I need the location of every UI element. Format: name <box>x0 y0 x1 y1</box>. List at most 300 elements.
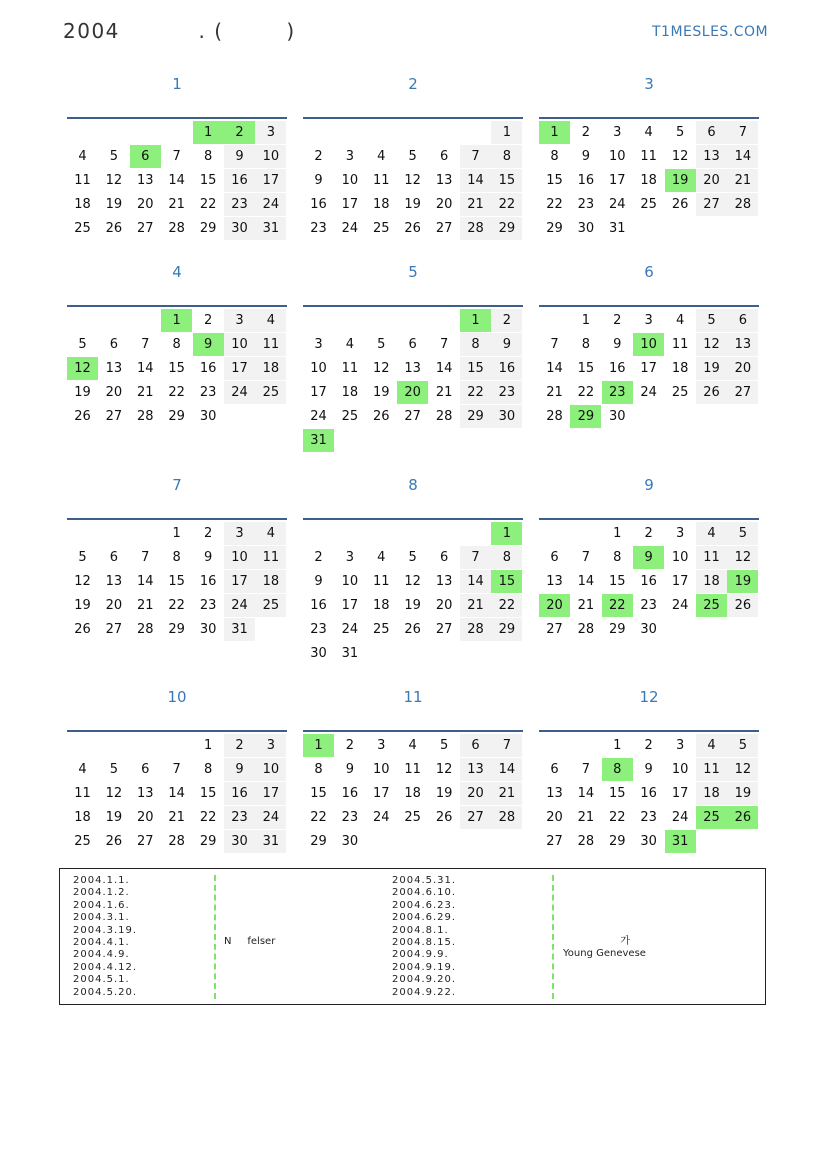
day-cell: 26 <box>105 221 123 236</box>
holiday-date: 2004.4.1. <box>73 937 130 949</box>
day-cell: 4 <box>255 522 286 545</box>
day-cell: 17 <box>341 598 359 613</box>
day-cell: 16 <box>640 786 657 801</box>
day-cell: 20 <box>546 810 563 825</box>
day-cell: 13 <box>727 333 758 356</box>
day-cell: 1 <box>613 738 622 753</box>
day-cell: 23 <box>310 221 327 236</box>
day-cell: 9 <box>314 173 323 188</box>
holiday-dates-left <box>73 875 137 999</box>
day-cell: 19 <box>373 385 390 400</box>
day-cell: 7 <box>460 546 491 569</box>
day-cell: 7 <box>581 762 591 777</box>
day-cell: 27 <box>404 409 421 424</box>
day-cell: 28 <box>546 409 563 424</box>
day-cell: 7 <box>460 145 491 168</box>
day-cell: 25 <box>696 594 727 617</box>
day-cell: 3 <box>675 738 685 753</box>
day-cell: 8 <box>203 149 213 164</box>
day-cell: 13 <box>435 574 453 589</box>
day-cell: 8 <box>172 337 181 352</box>
day-cell: 6 <box>550 762 559 777</box>
day-cell: 10 <box>671 550 689 565</box>
day-cell: 17 <box>671 786 689 801</box>
day-cell: 16 <box>341 786 359 801</box>
day-cell: 7 <box>172 149 181 164</box>
holiday-date: 2004.3.1. <box>73 912 130 924</box>
day-cell: 3 <box>255 121 286 144</box>
day-cell: 19 <box>404 598 421 613</box>
day-cell: 3 <box>613 125 622 140</box>
day-cell: 23 <box>341 810 359 825</box>
month-grid <box>303 730 523 849</box>
day-cell: 29 <box>199 834 217 849</box>
day-cell: 26 <box>74 622 91 637</box>
day-cell: 11 <box>640 149 657 164</box>
separator-right <box>552 875 554 999</box>
holiday-date: 2004.9.19. <box>392 961 457 973</box>
day-cell: 3 <box>255 734 286 757</box>
day-cell: 17 <box>310 385 327 400</box>
month-title: 11 <box>403 688 423 706</box>
day-cell: 3 <box>377 738 386 753</box>
day-cell: 29 <box>609 834 626 849</box>
day-cell: 23 <box>640 598 657 613</box>
day-cell: 7 <box>141 337 150 352</box>
day-cell: 5 <box>78 550 87 565</box>
day-cell: 18 <box>74 810 91 825</box>
month-grid <box>303 518 523 661</box>
day-cell: 1 <box>613 526 622 541</box>
month-grid <box>539 730 759 849</box>
month-title: 6 <box>644 263 654 281</box>
day-cell: 10 <box>224 546 255 569</box>
day-cell: 1 <box>172 526 181 541</box>
month-grid <box>539 305 759 424</box>
day-cell: 15 <box>609 574 626 589</box>
day-cell: 22 <box>491 193 522 216</box>
day-cell: 27 <box>696 193 727 216</box>
day-cell: 12 <box>671 149 689 164</box>
day-cell: 1 <box>491 522 522 545</box>
day-cell: 21 <box>491 782 522 805</box>
day-cell: 26 <box>727 594 758 617</box>
day-cell: 11 <box>671 337 689 352</box>
day-cell: 2 <box>203 526 213 541</box>
day-cell: 16 <box>640 574 657 589</box>
day-cell: 2 <box>224 121 255 144</box>
day-cell: 28 <box>577 834 595 849</box>
day-cell: 9 <box>644 762 653 777</box>
day-cell: 25 <box>74 221 91 236</box>
day-cell: 2 <box>613 313 622 328</box>
day-cell: 6 <box>727 309 758 332</box>
day-cell: 11 <box>696 546 727 569</box>
day-cell: 26 <box>696 381 727 404</box>
day-cell: 1 <box>539 121 570 144</box>
day-cell: 28 <box>491 806 522 829</box>
day-cell: 21 <box>435 385 453 400</box>
day-cell: 22 <box>199 810 217 825</box>
day-cell: 13 <box>435 173 453 188</box>
day-cell: 18 <box>255 570 286 593</box>
day-cell: 26 <box>404 622 421 637</box>
day-cell: 27 <box>137 221 154 236</box>
day-cell: 25 <box>640 197 657 212</box>
day-cell: 25 <box>696 806 727 829</box>
day-cell: 30 <box>491 405 522 428</box>
day-cell: 17 <box>671 574 689 589</box>
day-cell: 26 <box>435 810 453 825</box>
day-cell: 24 <box>224 381 255 404</box>
day-cell: 16 <box>199 574 217 589</box>
day-cell: 8 <box>172 550 181 565</box>
month-grid <box>303 117 523 236</box>
day-cell: 3 <box>675 526 685 541</box>
day-cell: 12 <box>404 574 421 589</box>
day-cell: 17 <box>255 782 286 805</box>
day-cell: 16 <box>199 361 217 376</box>
day-cell: 5 <box>408 149 417 164</box>
day-cell: 12 <box>435 762 453 777</box>
holiday-date: 2004.6.23. <box>392 899 457 911</box>
holiday-date: 2004.1.6. <box>73 899 130 911</box>
day-cell: 12 <box>105 173 123 188</box>
holiday-date: 2004.5.1. <box>73 974 130 986</box>
day-cell: 30 <box>199 409 217 424</box>
day-cell: 24 <box>341 221 359 236</box>
holiday-names-left: N felser <box>224 936 276 947</box>
day-cell: 2 <box>491 309 522 332</box>
day-cell: 17 <box>341 197 359 212</box>
day-cell: 25 <box>373 622 390 637</box>
day-cell: 26 <box>727 806 758 829</box>
day-cell: 27 <box>105 409 123 424</box>
day-cell: 15 <box>310 786 327 801</box>
month-title: 3 <box>644 75 654 93</box>
day-cell: 28 <box>137 622 154 637</box>
day-cell: 10 <box>255 758 286 781</box>
day-cell: 14 <box>460 169 491 192</box>
day-cell: 15 <box>491 570 522 593</box>
holiday-dates-right <box>392 875 456 999</box>
day-cell: 30 <box>577 221 595 236</box>
day-cell: 29 <box>168 622 185 637</box>
page-title: 2004 . ( ) <box>63 19 296 43</box>
day-cell: 24 <box>255 806 286 829</box>
day-cell: 19 <box>105 197 123 212</box>
day-cell: 25 <box>255 381 286 404</box>
day-cell: 11 <box>341 361 359 376</box>
day-cell: 2 <box>644 738 653 753</box>
day-cell: 31 <box>341 646 359 661</box>
day-cell: 4 <box>644 125 653 140</box>
holiday-date: 2004.5.20. <box>73 986 138 998</box>
day-cell: 30 <box>224 830 255 853</box>
holiday-date: 2004.6.29. <box>392 912 457 924</box>
day-cell: 13 <box>546 574 563 589</box>
day-cell: 16 <box>310 197 327 212</box>
day-cell: 25 <box>404 810 421 825</box>
day-cell: 28 <box>727 193 758 216</box>
day-cell: 10 <box>633 333 664 356</box>
day-cell: 2 <box>644 526 653 541</box>
day-cell: 22 <box>168 385 185 400</box>
day-cell: 22 <box>602 594 633 617</box>
day-cell: 8 <box>613 550 622 565</box>
day-cell: 27 <box>546 622 563 637</box>
day-cell: 6 <box>109 337 119 352</box>
day-cell: 14 <box>168 173 185 188</box>
day-cell: 9 <box>581 149 591 164</box>
day-cell: 15 <box>577 361 595 376</box>
day-cell: 18 <box>404 786 421 801</box>
day-cell: 26 <box>74 409 91 424</box>
day-cell: 19 <box>727 570 758 593</box>
day-cell: 22 <box>460 381 491 404</box>
day-cell: 5 <box>377 337 386 352</box>
day-cell: 15 <box>460 357 491 380</box>
holiday-date: 2004.9.20. <box>392 974 457 986</box>
day-cell: 4 <box>345 337 355 352</box>
day-cell: 2 <box>224 734 255 757</box>
day-cell: 27 <box>546 834 563 849</box>
month-title: 9 <box>644 476 654 494</box>
day-cell: 24 <box>310 409 327 424</box>
day-cell: 12 <box>373 361 390 376</box>
day-cell: 12 <box>696 333 727 356</box>
month-grid <box>539 518 759 637</box>
day-cell: 10 <box>255 145 286 168</box>
day-cell: 6 <box>439 550 449 565</box>
month-title: 8 <box>408 476 418 494</box>
day-cell: 15 <box>199 173 217 188</box>
day-cell: 20 <box>137 197 154 212</box>
day-cell: 5 <box>78 337 87 352</box>
day-cell: 18 <box>341 385 359 400</box>
holiday-date: 2004.9.22. <box>392 986 457 998</box>
day-cell: 13 <box>404 361 421 376</box>
holiday-date: 2004.6.10. <box>392 887 457 899</box>
day-cell: 11 <box>696 758 727 781</box>
day-cell: 14 <box>491 758 522 781</box>
day-cell: 23 <box>199 598 217 613</box>
day-cell: 23 <box>224 193 255 216</box>
day-cell: 27 <box>435 622 453 637</box>
day-cell: 16 <box>310 598 327 613</box>
day-cell: 10 <box>671 762 689 777</box>
day-cell: 11 <box>74 173 91 188</box>
day-cell: 22 <box>577 385 595 400</box>
day-cell: 7 <box>141 550 150 565</box>
day-cell: 8 <box>314 762 323 777</box>
day-cell: 8 <box>460 333 491 356</box>
day-cell: 17 <box>640 361 657 376</box>
holiday-date: 2004.4.12. <box>73 961 138 973</box>
day-cell: 4 <box>78 762 87 777</box>
day-cell: 19 <box>404 197 421 212</box>
day-cell: 14 <box>460 570 491 593</box>
day-cell: 30 <box>310 646 327 661</box>
day-cell: 13 <box>105 361 123 376</box>
day-cell: 20 <box>105 385 123 400</box>
holiday-date: 2004.8.1. <box>392 924 449 936</box>
day-cell: 19 <box>727 782 758 805</box>
day-cell: 24 <box>255 193 286 216</box>
day-cell: 20 <box>435 598 453 613</box>
day-cell: 30 <box>199 622 217 637</box>
day-cell: 19 <box>665 169 696 192</box>
day-cell: 16 <box>224 169 255 192</box>
day-cell: 6 <box>109 550 119 565</box>
day-cell: 7 <box>550 337 559 352</box>
day-cell: 15 <box>199 786 217 801</box>
day-cell: 21 <box>460 193 491 216</box>
day-cell: 24 <box>671 598 689 613</box>
day-cell: 11 <box>255 546 286 569</box>
day-cell: 13 <box>137 173 154 188</box>
day-cell: 20 <box>539 594 570 617</box>
day-cell: 23 <box>577 197 595 212</box>
day-cell: 6 <box>460 734 491 757</box>
day-cell: 4 <box>696 522 727 545</box>
holiday-date: 2004.9.9. <box>392 949 449 961</box>
month-grid <box>67 730 287 849</box>
day-cell: 20 <box>435 197 453 212</box>
month-title: 7 <box>172 476 182 494</box>
day-cell: 10 <box>609 149 626 164</box>
day-cell: 8 <box>581 337 591 352</box>
day-cell: 16 <box>609 361 626 376</box>
day-cell: 24 <box>640 385 657 400</box>
holiday-date: 2004.8.15. <box>392 937 457 949</box>
day-cell: 28 <box>168 221 185 236</box>
holiday-names-right: 가 Young Genevese <box>563 936 646 960</box>
day-cell: 31 <box>609 221 626 236</box>
day-cell: 25 <box>373 221 390 236</box>
day-cell: 2 <box>345 738 355 753</box>
day-cell: 25 <box>255 594 286 617</box>
day-cell: 2 <box>581 125 591 140</box>
day-cell: 24 <box>373 810 390 825</box>
day-cell: 9 <box>203 550 213 565</box>
day-cell: 28 <box>435 409 453 424</box>
day-cell: 30 <box>640 834 657 849</box>
day-cell: 29 <box>491 217 522 240</box>
day-cell: 11 <box>74 786 91 801</box>
day-cell: 28 <box>577 622 595 637</box>
day-cell: 28 <box>168 834 185 849</box>
day-cell: 30 <box>341 834 359 849</box>
day-cell: 19 <box>105 810 123 825</box>
brand-logo[interactable]: T1MESLES.COM <box>652 24 769 40</box>
day-cell: 8 <box>602 758 633 781</box>
day-cell: 7 <box>727 121 758 144</box>
day-cell: 31 <box>255 830 286 853</box>
holiday-date: 2004.4.9. <box>73 949 130 961</box>
day-cell: 20 <box>137 810 154 825</box>
day-cell: 22 <box>199 197 217 212</box>
day-cell: 28 <box>460 618 491 641</box>
month-title: 1 <box>172 75 182 93</box>
day-cell: 21 <box>137 385 154 400</box>
day-cell: 10 <box>341 173 359 188</box>
day-cell: 29 <box>310 834 327 849</box>
day-cell: 27 <box>460 806 491 829</box>
day-cell: 16 <box>577 173 595 188</box>
day-cell: 15 <box>491 169 522 192</box>
day-cell: 4 <box>255 309 286 332</box>
day-cell: 13 <box>696 145 727 168</box>
day-cell: 7 <box>581 550 591 565</box>
day-cell: 8 <box>491 145 522 168</box>
day-cell: 31 <box>224 618 255 641</box>
day-cell: 5 <box>727 734 758 757</box>
day-cell: 14 <box>577 786 595 801</box>
day-cell: 9 <box>613 337 622 352</box>
day-cell: 22 <box>546 197 563 212</box>
day-cell: 14 <box>137 574 154 589</box>
day-cell: 23 <box>224 806 255 829</box>
day-cell: 3 <box>345 550 355 565</box>
month-title: 10 <box>167 688 187 706</box>
day-cell: 22 <box>491 594 522 617</box>
day-cell: 3 <box>345 149 355 164</box>
day-cell: 10 <box>224 333 255 356</box>
day-cell: 29 <box>199 221 217 236</box>
day-cell: 17 <box>255 169 286 192</box>
day-cell: 30 <box>609 409 626 424</box>
day-cell: 4 <box>696 734 727 757</box>
day-cell: 9 <box>224 758 255 781</box>
day-cell: 6 <box>696 121 727 144</box>
day-cell: 6 <box>408 337 417 352</box>
day-cell: 20 <box>696 169 727 192</box>
day-cell: 2 <box>203 313 213 328</box>
month-grid <box>67 117 287 236</box>
month-grid <box>67 518 287 637</box>
day-cell: 12 <box>727 758 758 781</box>
day-cell: 20 <box>397 381 428 404</box>
day-cell: 4 <box>377 550 386 565</box>
day-cell: 11 <box>373 574 390 589</box>
day-cell: 11 <box>404 762 421 777</box>
day-cell: 31 <box>255 217 286 240</box>
day-cell: 21 <box>546 385 563 400</box>
day-cell: 14 <box>137 361 154 376</box>
day-cell: 23 <box>640 810 657 825</box>
day-cell: 27 <box>137 834 154 849</box>
day-cell: 6 <box>141 762 150 777</box>
day-cell: 5 <box>675 125 685 140</box>
holiday-date: 2004.1.1. <box>73 875 130 886</box>
day-cell: 5 <box>408 550 417 565</box>
day-cell: 22 <box>310 810 327 825</box>
month-grid <box>303 305 523 448</box>
day-cell: 24 <box>224 594 255 617</box>
month-grid <box>539 117 759 236</box>
day-cell: 1 <box>203 738 213 753</box>
day-cell: 21 <box>460 594 491 617</box>
day-cell: 23 <box>310 622 327 637</box>
day-cell: 28 <box>137 409 154 424</box>
day-cell: 3 <box>224 309 255 332</box>
day-cell: 13 <box>546 786 563 801</box>
day-cell: 12 <box>404 173 421 188</box>
day-cell: 18 <box>696 570 727 593</box>
day-cell: 5 <box>696 309 727 332</box>
day-cell: 6 <box>439 149 449 164</box>
